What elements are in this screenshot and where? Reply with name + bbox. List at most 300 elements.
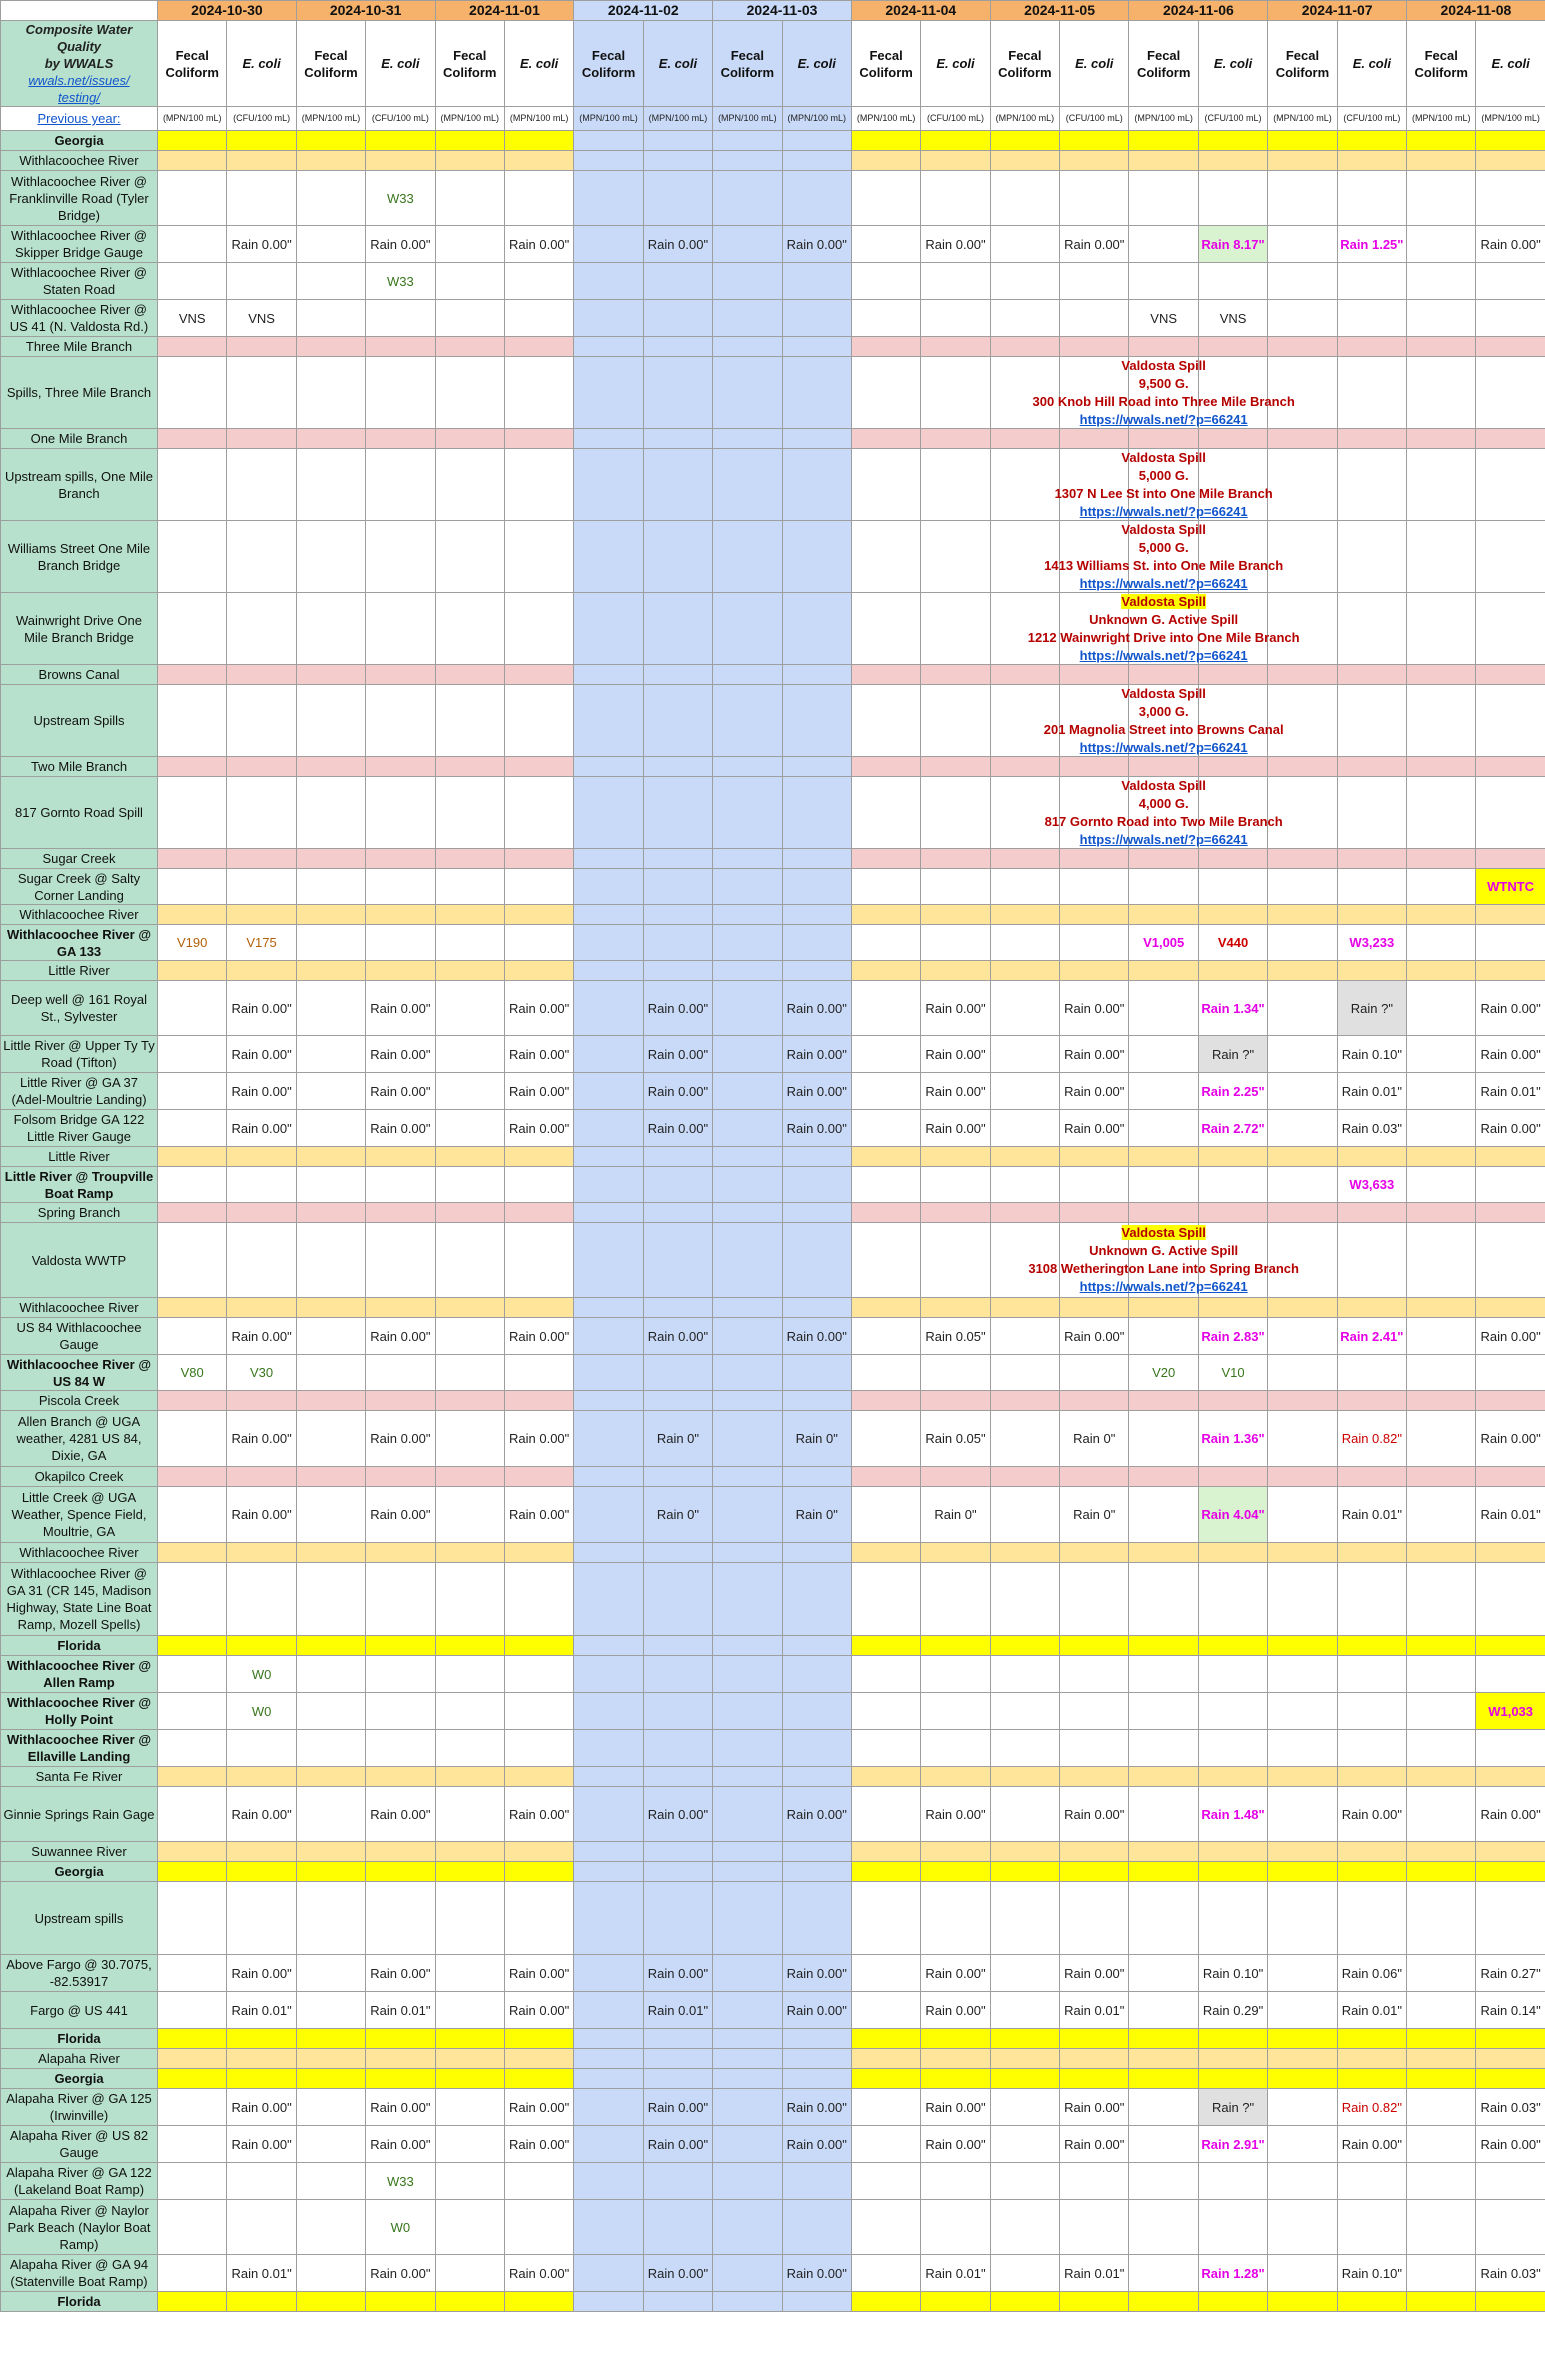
data-cell [435, 1147, 504, 1167]
data-cell: Rain 0" [782, 1487, 851, 1543]
data-cell [782, 961, 851, 981]
data-cell [1060, 429, 1129, 449]
data-cell [1407, 337, 1476, 357]
data-cell: Rain 0.00" [1060, 226, 1129, 263]
data-cell: Rain 0.00" [227, 1487, 296, 1543]
data-cell: VNS [1198, 300, 1267, 337]
data-cell [435, 1767, 504, 1787]
spill-title: Valdosta Spill [1121, 357, 1206, 373]
data-cell [574, 1543, 643, 1563]
data-cell [1337, 869, 1406, 905]
data-cell [366, 1543, 435, 1563]
data-cell [851, 2163, 920, 2200]
data-cell [296, 2163, 365, 2200]
data-cell [366, 1203, 435, 1223]
data-cell [1476, 1203, 1545, 1223]
data-cell [504, 263, 573, 300]
data-cell [158, 1787, 227, 1842]
data-cell [1337, 1223, 1406, 1298]
data-cell [713, 2029, 782, 2049]
section-row [1, 2292, 1545, 2312]
data-cell [1407, 1036, 1476, 1073]
data-cell [782, 2049, 851, 2069]
fecal-line1: Fecal [591, 47, 626, 63]
data-cell [990, 449, 1059, 521]
data-cell [921, 1730, 990, 1767]
data-cell [990, 1487, 1059, 1543]
data-cell [643, 593, 712, 665]
data-cell [574, 300, 643, 337]
data-cell [851, 777, 920, 849]
data-cell [1337, 961, 1406, 981]
data-cell [1268, 429, 1337, 449]
data-cell [1060, 1355, 1129, 1391]
data-cell [504, 1693, 573, 1730]
data-cell: Rain 0.01" [1337, 1992, 1406, 2029]
data-cell: Rain ?" [1198, 1036, 1267, 1073]
data-cell: W0 [366, 2200, 435, 2255]
data-cell [504, 1167, 573, 1203]
section-label: Sugar Creek [1, 849, 158, 869]
data-cell [782, 2029, 851, 2049]
site-label: US 84 Withlacoochee Gauge [1, 1318, 158, 1355]
data-cell [851, 1543, 920, 1563]
data-cell [713, 1636, 782, 1656]
site-row [1, 777, 1545, 849]
data-cell: Rain 0.00" [227, 2089, 296, 2126]
spill-notice [1033, 357, 1295, 429]
data-cell [296, 300, 365, 337]
spill-detail: Unknown G. Active Spill [1089, 1243, 1239, 1258]
spill-detail: 3108 Wetherington Lane into Spring Branch [1028, 1261, 1299, 1276]
data-cell: Rain 0.00" [504, 1073, 573, 1110]
data-cell [227, 1563, 296, 1636]
data-cell [574, 1110, 643, 1147]
data-cell [1337, 1391, 1406, 1411]
data-cell [1337, 665, 1406, 685]
data-cell [574, 1992, 643, 2029]
data-cell [643, 2069, 712, 2089]
data-cell [851, 757, 920, 777]
site-label: Allen Branch @ UGA weather, 4281 US 84, Dixie, GA [1, 1411, 158, 1467]
data-cell: Rain 0.82" [1337, 2089, 1406, 2126]
ecoli-header: E. coli [1476, 21, 1545, 107]
data-cell [1476, 1656, 1545, 1693]
data-cell [1060, 263, 1129, 300]
data-cell [851, 263, 920, 300]
data-cell [1337, 151, 1406, 171]
data-cell [366, 757, 435, 777]
data-cell: Rain 0.00" [643, 2126, 712, 2163]
data-cell [296, 593, 365, 665]
previous-year-link[interactable]: Previous year: [1, 107, 158, 131]
spill-title: Valdosta Spill [1121, 685, 1206, 701]
site-row [1, 2126, 1545, 2163]
unit-label: (MPN/100 mL) [435, 107, 504, 131]
unit-label: (CFU/100 mL) [1060, 107, 1129, 131]
fecal-coliform-header [851, 21, 920, 107]
data-cell [851, 1203, 920, 1223]
data-cell [158, 1543, 227, 1563]
data-cell [990, 1543, 1059, 1563]
data-cell [1476, 665, 1545, 685]
data-cell [227, 2200, 296, 2255]
data-cell [366, 1563, 435, 1636]
data-cell [296, 665, 365, 685]
data-cell [1476, 1355, 1545, 1391]
date-header: 2024-11-07 [1268, 1, 1407, 21]
data-cell [435, 905, 504, 925]
spill-cell [1027, 593, 1300, 665]
ecoli-header: E. coli [643, 21, 712, 107]
data-cell: Rain 0.00" [366, 2126, 435, 2163]
data-cell [1407, 869, 1476, 905]
data-cell [227, 1543, 296, 1563]
data-cell [851, 131, 920, 151]
data-cell [296, 1787, 365, 1842]
data-cell [643, 665, 712, 685]
site-label: Alapaha River @ US 82 Gauge [1, 2126, 158, 2163]
data-cell [435, 1203, 504, 1223]
data-cell [1129, 429, 1198, 449]
data-cell [158, 1411, 227, 1467]
data-cell [713, 2049, 782, 2069]
data-cell [1129, 226, 1198, 263]
data-cell [921, 1862, 990, 1882]
data-cell [921, 171, 990, 226]
data-cell [574, 961, 643, 981]
data-cell [1268, 1787, 1337, 1842]
data-cell [1060, 151, 1129, 171]
data-cell [1407, 1110, 1476, 1147]
data-cell [851, 981, 920, 1036]
data-cell [1476, 521, 1545, 593]
data-cell [158, 1693, 227, 1730]
data-cell [1060, 2163, 1129, 2200]
data-cell [713, 1787, 782, 1842]
data-cell: Rain 0.00" [504, 1318, 573, 1355]
data-cell [1129, 757, 1198, 777]
data-cell [1129, 1411, 1198, 1467]
spill-detail: Unknown G. Active Spill [1089, 611, 1239, 627]
data-cell [1407, 1787, 1476, 1842]
data-cell [990, 1203, 1059, 1223]
data-cell [1268, 2089, 1337, 2126]
data-cell [643, 685, 712, 757]
data-cell [851, 1355, 920, 1391]
section-label: Two Mile Branch [1, 757, 158, 777]
data-cell [1060, 1730, 1129, 1767]
section-label: Florida [1, 1636, 158, 1656]
data-cell [1268, 1693, 1337, 1730]
data-cell [504, 1563, 573, 1636]
data-cell: Rain 0.00" [921, 2089, 990, 2126]
data-cell [574, 981, 643, 1036]
data-cell [574, 521, 643, 593]
data-cell [435, 849, 504, 869]
data-cell [1268, 981, 1337, 1036]
spill-link[interactable]: https://wwals.net/?p=66241 [1079, 575, 1248, 591]
data-cell [574, 2069, 643, 2089]
data-cell [1060, 961, 1129, 981]
data-cell [713, 869, 782, 905]
data-cell [1060, 1862, 1129, 1882]
data-cell: Rain 0.00" [227, 1073, 296, 1110]
data-cell [643, 961, 712, 981]
data-cell: V190 [158, 925, 227, 961]
data-cell [574, 1298, 643, 1318]
site-row [1, 869, 1545, 905]
data-cell [643, 1167, 712, 1203]
data-cell [296, 849, 365, 869]
data-cell [1198, 1862, 1267, 1882]
data-cell [990, 1411, 1059, 1467]
data-cell [1337, 1842, 1406, 1862]
section-row [1, 1391, 1545, 1411]
data-cell [921, 151, 990, 171]
data-cell [1407, 1391, 1476, 1411]
data-cell [1407, 1842, 1476, 1862]
data-cell [1337, 2292, 1406, 2312]
data-cell [1407, 1693, 1476, 1730]
data-cell [1476, 1543, 1545, 1563]
data-cell [158, 1167, 227, 1203]
data-cell [782, 357, 851, 429]
data-cell [366, 1391, 435, 1411]
data-cell [296, 449, 365, 521]
site-row [1, 1563, 1545, 1636]
fecal-coliform-header [158, 21, 227, 107]
site-row [1, 685, 1545, 757]
title-line2: by WWALS [44, 56, 114, 71]
data-cell [713, 593, 782, 665]
data-cell [1337, 905, 1406, 925]
data-cell [227, 1730, 296, 1767]
site-label: Deep well @ 161 Royal St., Sylvester [1, 981, 158, 1036]
data-cell [1129, 665, 1198, 685]
data-cell [1337, 777, 1406, 849]
data-cell: Rain 0.00" [1476, 1110, 1545, 1147]
data-cell [990, 1036, 1059, 1073]
data-cell [504, 521, 573, 593]
data-cell [435, 2049, 504, 2069]
data-cell: Rain 0" [1060, 1411, 1129, 1467]
data-cell [158, 905, 227, 925]
data-cell [504, 300, 573, 337]
data-cell [782, 1543, 851, 1563]
data-cell [1129, 1391, 1198, 1411]
data-cell [851, 429, 920, 449]
data-cell [1337, 1147, 1406, 1167]
data-cell [227, 449, 296, 521]
date-header: 2024-11-03 [713, 1, 852, 21]
data-cell [435, 226, 504, 263]
spill-title: Valdosta Spill [1121, 777, 1206, 793]
data-cell [1268, 1487, 1337, 1543]
site-row [1, 1036, 1545, 1073]
data-cell [1129, 1110, 1198, 1147]
data-cell [296, 905, 365, 925]
data-cell [1129, 151, 1198, 171]
data-cell [1060, 1391, 1129, 1411]
data-cell [713, 981, 782, 1036]
data-cell [1198, 171, 1267, 226]
data-cell: Rain 0.00" [643, 2255, 712, 2292]
data-cell [1407, 665, 1476, 685]
data-cell [1198, 1767, 1267, 1787]
spill-link[interactable]: https://wwals.net/?p=66241 [1079, 1279, 1248, 1294]
data-cell [435, 961, 504, 981]
data-cell [1129, 1036, 1198, 1073]
data-cell [1476, 131, 1545, 151]
data-cell [990, 1318, 1059, 1355]
site-label: Ginnie Springs Rain Gage [1, 1787, 158, 1842]
data-cell [1198, 1563, 1267, 1636]
data-cell [435, 2069, 504, 2089]
section-row [1, 2069, 1545, 2089]
data-cell [782, 1842, 851, 1862]
data-cell [296, 1147, 365, 1167]
data-cell: Rain 0.00" [1060, 1318, 1129, 1355]
data-cell [1060, 171, 1129, 226]
section-label: Florida [1, 2029, 158, 2049]
data-cell [1407, 2069, 1476, 2089]
data-cell [990, 2163, 1059, 2200]
data-cell [921, 1147, 990, 1167]
data-cell [990, 1391, 1059, 1411]
data-cell [921, 665, 990, 685]
spill-detail: 1413 Williams St. into One Mile Branch [1044, 557, 1284, 573]
data-cell: Rain 0.00" [782, 981, 851, 1036]
data-cell: Rain 0.00" [504, 2255, 573, 2292]
testing-link[interactable]: wwals.net/issues/ [28, 73, 130, 88]
spill-link[interactable]: https://wwals.net/?p=66241 [1079, 647, 1248, 663]
data-cell: Rain 2.91" [1198, 2126, 1267, 2163]
data-cell [782, 593, 851, 665]
data-cell [921, 1355, 990, 1391]
data-cell [990, 1656, 1059, 1693]
data-cell [990, 2200, 1059, 2255]
data-cell [1407, 1730, 1476, 1767]
data-cell [1129, 1767, 1198, 1787]
data-cell: Rain 0.00" [643, 1955, 712, 1992]
data-cell [713, 1487, 782, 1543]
data-cell: Rain 0.00" [921, 1110, 990, 1147]
section-row [1, 1467, 1545, 1487]
site-row [1, 171, 1545, 226]
spill-link[interactable]: https://wwals.net/?p=66241 [1079, 831, 1248, 847]
data-cell [990, 1563, 1059, 1636]
data-cell [504, 869, 573, 905]
data-cell [782, 2069, 851, 2089]
data-cell: Rain 0.00" [782, 2255, 851, 2292]
data-cell: Rain 0.00" [1060, 2126, 1129, 2163]
data-cell [296, 151, 365, 171]
data-cell [921, 2069, 990, 2089]
data-cell [1060, 1656, 1129, 1693]
data-cell [435, 1543, 504, 1563]
data-cell [1268, 757, 1337, 777]
ecoli-header: E. coli [366, 21, 435, 107]
data-cell [227, 1882, 296, 1955]
data-cell [435, 1036, 504, 1073]
data-cell [713, 337, 782, 357]
data-cell [1129, 869, 1198, 905]
data-cell [1268, 1955, 1337, 1992]
fecal-line1: Fecal [730, 47, 764, 63]
section-row [1, 1842, 1545, 1862]
data-cell [713, 2163, 782, 2200]
data-cell [296, 2029, 365, 2049]
data-cell [921, 593, 990, 665]
data-cell [713, 2200, 782, 2255]
data-cell [1407, 2089, 1476, 2126]
spill-link[interactable]: https://wwals.net/?p=66241 [1079, 739, 1248, 755]
data-cell [504, 2069, 573, 2089]
data-cell [1337, 357, 1406, 429]
data-cell [296, 1036, 365, 1073]
data-cell [296, 1882, 365, 1955]
data-cell [1407, 263, 1476, 300]
data-cell [1407, 1543, 1476, 1563]
data-cell: Rain 0.00" [227, 1318, 296, 1355]
testing-link-cont[interactable]: testing/ [58, 90, 100, 105]
data-cell: Rain 0.00" [227, 1787, 296, 1842]
fecal-line2: Coliform [859, 64, 913, 80]
data-cell [1337, 685, 1406, 757]
spill-link[interactable]: https://wwals.net/?p=66241 [1079, 411, 1248, 427]
section-label: Suwannee River [1, 1842, 158, 1862]
data-cell [296, 1487, 365, 1543]
data-cell [713, 1167, 782, 1203]
data-cell [435, 1787, 504, 1842]
site-label: Valdosta WWTP [1, 1223, 158, 1298]
data-cell [1268, 171, 1337, 226]
data-cell [296, 1767, 365, 1787]
data-cell [504, 925, 573, 961]
data-cell [1476, 171, 1545, 226]
section-label: Piscola Creek [1, 1391, 158, 1411]
data-cell: Rain 0.00" [1476, 1411, 1545, 1467]
data-cell [504, 429, 573, 449]
data-cell [158, 429, 227, 449]
data-cell [1060, 1563, 1129, 1636]
data-cell [296, 925, 365, 961]
data-cell [1198, 429, 1267, 449]
data-cell [1129, 2163, 1198, 2200]
data-cell [643, 300, 712, 337]
data-cell [643, 1467, 712, 1487]
data-cell [574, 1487, 643, 1543]
data-cell [1407, 1223, 1476, 1298]
site-label: Above Fargo @ 30.7075, -82.53917 [1, 1955, 158, 1992]
data-cell [158, 1842, 227, 1862]
data-cell [296, 1355, 365, 1391]
spill-title-highlight: Valdosta Spill [1121, 593, 1206, 609]
data-cell [158, 2163, 227, 2200]
data-cell [1476, 961, 1545, 981]
spill-link[interactable]: https://wwals.net/?p=66241 [1079, 503, 1248, 519]
section-row [1, 961, 1545, 981]
data-cell [574, 1167, 643, 1203]
data-cell [851, 357, 920, 429]
fecal-coliform-header [990, 21, 1059, 107]
data-cell [1337, 1467, 1406, 1487]
data-cell [921, 925, 990, 961]
data-cell [782, 131, 851, 151]
data-cell [1129, 1636, 1198, 1656]
data-cell [504, 1636, 573, 1656]
